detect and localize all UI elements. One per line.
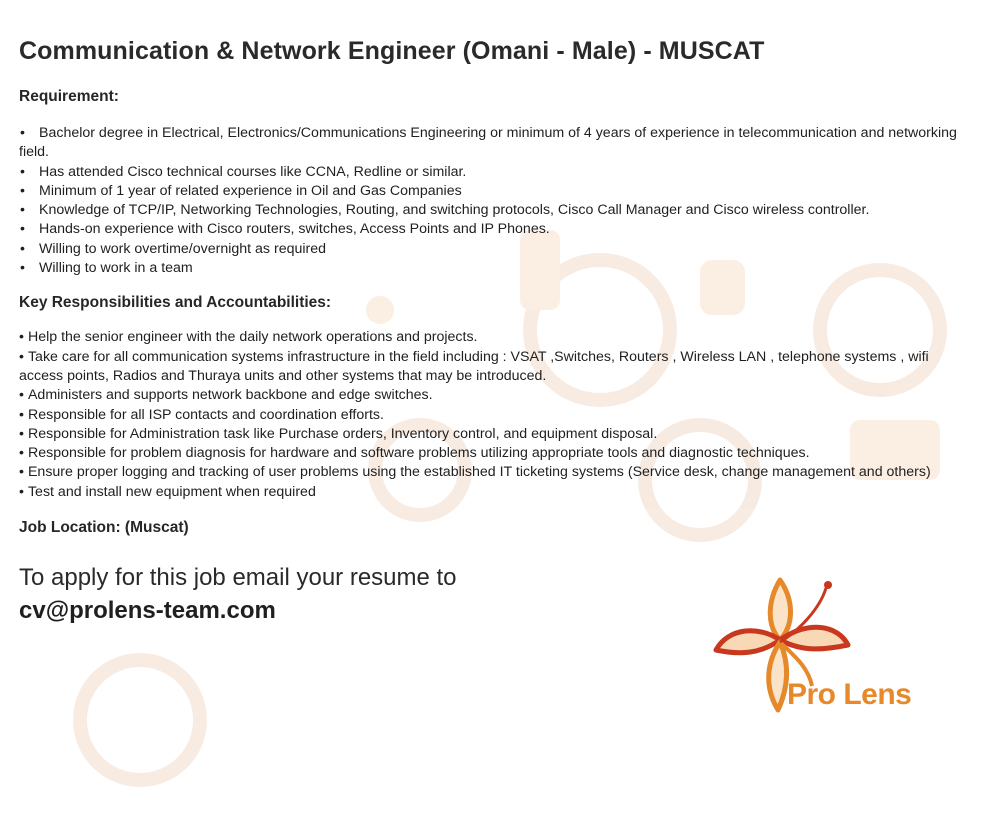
- apply-email-link[interactable]: cv@prolens-team.com: [19, 597, 276, 625]
- bullet-icon: •: [19, 483, 24, 500]
- job-posting: [19, 34, 969, 627]
- bullet-icon: •: [19, 425, 24, 442]
- list-item: • Test and install new equipment when required: [19, 483, 316, 500]
- job-location: Job Location: (Muscat): [19, 519, 189, 537]
- bullet-icon: •: [20, 202, 25, 219]
- responsibilities-heading: Key Responsibilities and Accountabilities:: [19, 294, 332, 312]
- list-item: • Responsible for all ISP contacts and coordination efforts.: [19, 406, 384, 423]
- list-item: • Help the senior engineer with the daily network operations and projects.: [19, 329, 478, 346]
- bullet-icon: •: [20, 125, 25, 141]
- list-item: • Knowledge of TCP/IP, Networking Technologies, Routing, and switching protocols, Cisco Call Manager and Cisco wireless controller.: [19, 201, 969, 220]
- list-item: • Bachelor degree in Electrical, Electronics/Communications Engineering or minimum of 4 years of experience in telecommunication and networking field.: [19, 125, 957, 161]
- apply-instructions: To apply for this job email your resume to: [19, 564, 457, 592]
- list-item: • Ensure proper logging and tracking of user problems using the established IT ticketing systems (Service desk, change management and others): [19, 464, 931, 481]
- list-item: • Has attended Cisco technical courses like CCNA, Redline or similar.: [19, 163, 969, 182]
- requirement-list: [19, 124, 969, 278]
- list-item: • Minimum of 1 year of related experience in Oil and Gas Companies: [19, 182, 969, 201]
- bullet-icon: •: [20, 221, 25, 238]
- pro-lens-logo: [708, 570, 958, 720]
- bullet-icon: •: [19, 348, 24, 365]
- bullet-icon: •: [20, 182, 25, 199]
- bullet-icon: •: [19, 387, 24, 404]
- list-item: • Willing to work overtime/overnight as required: [19, 240, 969, 259]
- bullet-icon: •: [19, 445, 24, 462]
- bullet-icon: •: [19, 329, 24, 346]
- list-item: • Take care for all communication systems infrastructure in the field including : VSAT ,Switches, Routers , Wireless LAN , telephone systems , wifi access points, Radios and Thuraya units and other systems that may be introduced.: [19, 348, 929, 384]
- list-item: • Responsible for problem diagnosis for hardware and software problems utilizing appropriate tools and diagnostic techniques.: [19, 445, 810, 462]
- bullet-icon: •: [20, 240, 25, 257]
- list-item: • Willing to work in a team: [19, 259, 969, 278]
- list-item: • Hands-on experience with Cisco routers, switches, Access Points and IP Phones.: [19, 220, 969, 239]
- bullet-icon: •: [19, 464, 24, 481]
- job-title: Communication & Network Engineer (Omani - Male) - MUSCAT: [19, 37, 765, 65]
- bullet-icon: •: [20, 163, 25, 180]
- list-item: • Administers and supports network backbone and edge switches.: [19, 387, 433, 404]
- responsibilities-list: [19, 328, 969, 502]
- list-item: • Responsible for Administration task like Purchase orders, Inventory control, and equipment disposal.: [19, 425, 658, 442]
- bullet-icon: •: [20, 260, 25, 277]
- logo-text: Pro Lens: [787, 678, 912, 711]
- requirement-heading: Requirement:: [19, 88, 119, 105]
- bullet-icon: •: [19, 406, 24, 423]
